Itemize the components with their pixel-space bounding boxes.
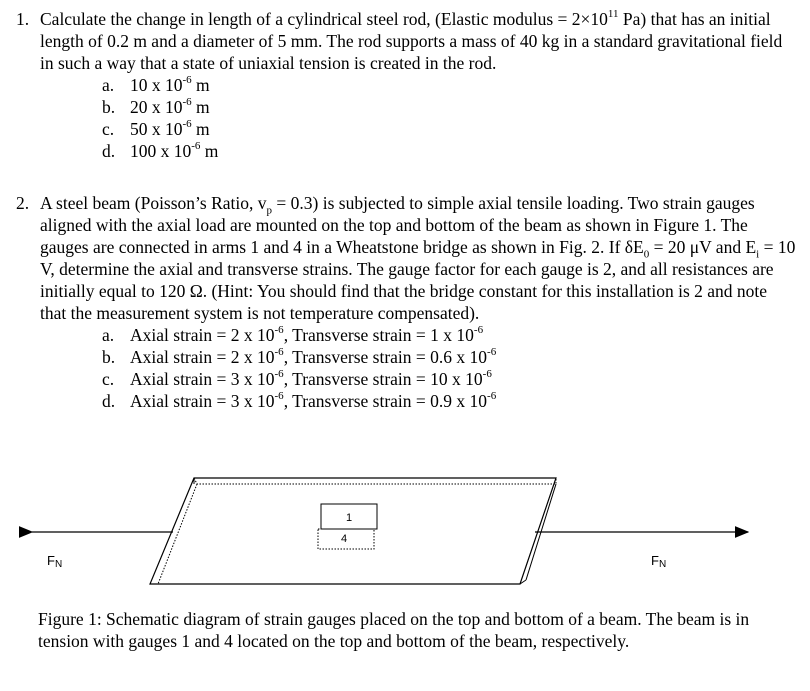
- question-number: 2.: [16, 193, 30, 213]
- option-d[interactable]: d. Axial strain = 3 x $10^{-6}$, Transverse strain = 0.9 x $10^{-6}$: [102, 390, 497, 411]
- option-a[interactable]: a. 10 x $10^{-6}$ m: [102, 74, 210, 95]
- option-d[interactable]: d. 100 x $10^{-6}$ m: [102, 140, 219, 161]
- gauge-1-label: 1: [345, 512, 353, 524]
- gauge-4-label: 4: [340, 533, 348, 545]
- force-label-left: FN: [47, 553, 63, 570]
- figure-caption: Figure 1: Schematic diagram of strain gauges placed on the top and bottom of a beam. The beam is in tension with gauges 1 and 4 located on the top and bottom of the beam, respectively.: [38, 609, 750, 651]
- question-1: [16, 8, 796, 162]
- option-b[interactable]: b. Axial strain = 2 x $10^{-6}$, Transverse strain = 0.6 x $10^{-6}$: [102, 346, 497, 367]
- beam: [150, 478, 556, 584]
- question-2: [16, 192, 796, 412]
- option-c[interactable]: c. Axial strain = 3 x $10^{-6}$, Transverse strain = 10 x $10^{-6}$: [102, 368, 492, 389]
- option-b[interactable]: b. 20 x $10^{-6}$ m: [102, 96, 210, 117]
- question-number: 1.: [16, 9, 30, 29]
- question-text: A steel beam (Poisson’s Ratio, $v_p = 0.3$) is subjected to simple axial tensile loading. Two strain gauges aligned with the axial load are mounted on the top and bottom of the beam as shown in Figure 1. The gauges are connected in arms 1 and 4 in a Wheatstone bridge as shown in Fig. 2. If $\delta E_0 = 20$ μV and $E_i = 10$ V, determine the axial and transverse strains. The gauge factor for each gauge is 2, and all resistances are initially equal to 120 Ω. (Hint: You should find that the bridge constant for this installation is 2 and note that the measurement system is not temperature compensated).: [40, 193, 796, 323]
- option-c[interactable]: c. 50 x $10^{-6}$ m: [102, 118, 210, 139]
- question-text: Calculate the change in length of a cylindrical steel rod, (Elastic modulus = $2\times 10^{11}$ Pa) that has an initial length of 0.2 m and a diameter of 5 mm. The rod supports a mass of 40 kg in a standard gravitational field in such a way that a state of uniaxial tension is created in the rod.: [40, 8, 783, 73]
- beam-diagram: [0, 470, 810, 595]
- option-a[interactable]: a. Axial strain = 2 x $10^{-6}$, Transverse strain = 1 x $10^{-6}$: [102, 324, 484, 345]
- force-label-right: FN: [651, 553, 667, 570]
- figure-1: [0, 470, 810, 595]
- answer-options: [102, 324, 796, 412]
- answer-options: [102, 74, 796, 162]
